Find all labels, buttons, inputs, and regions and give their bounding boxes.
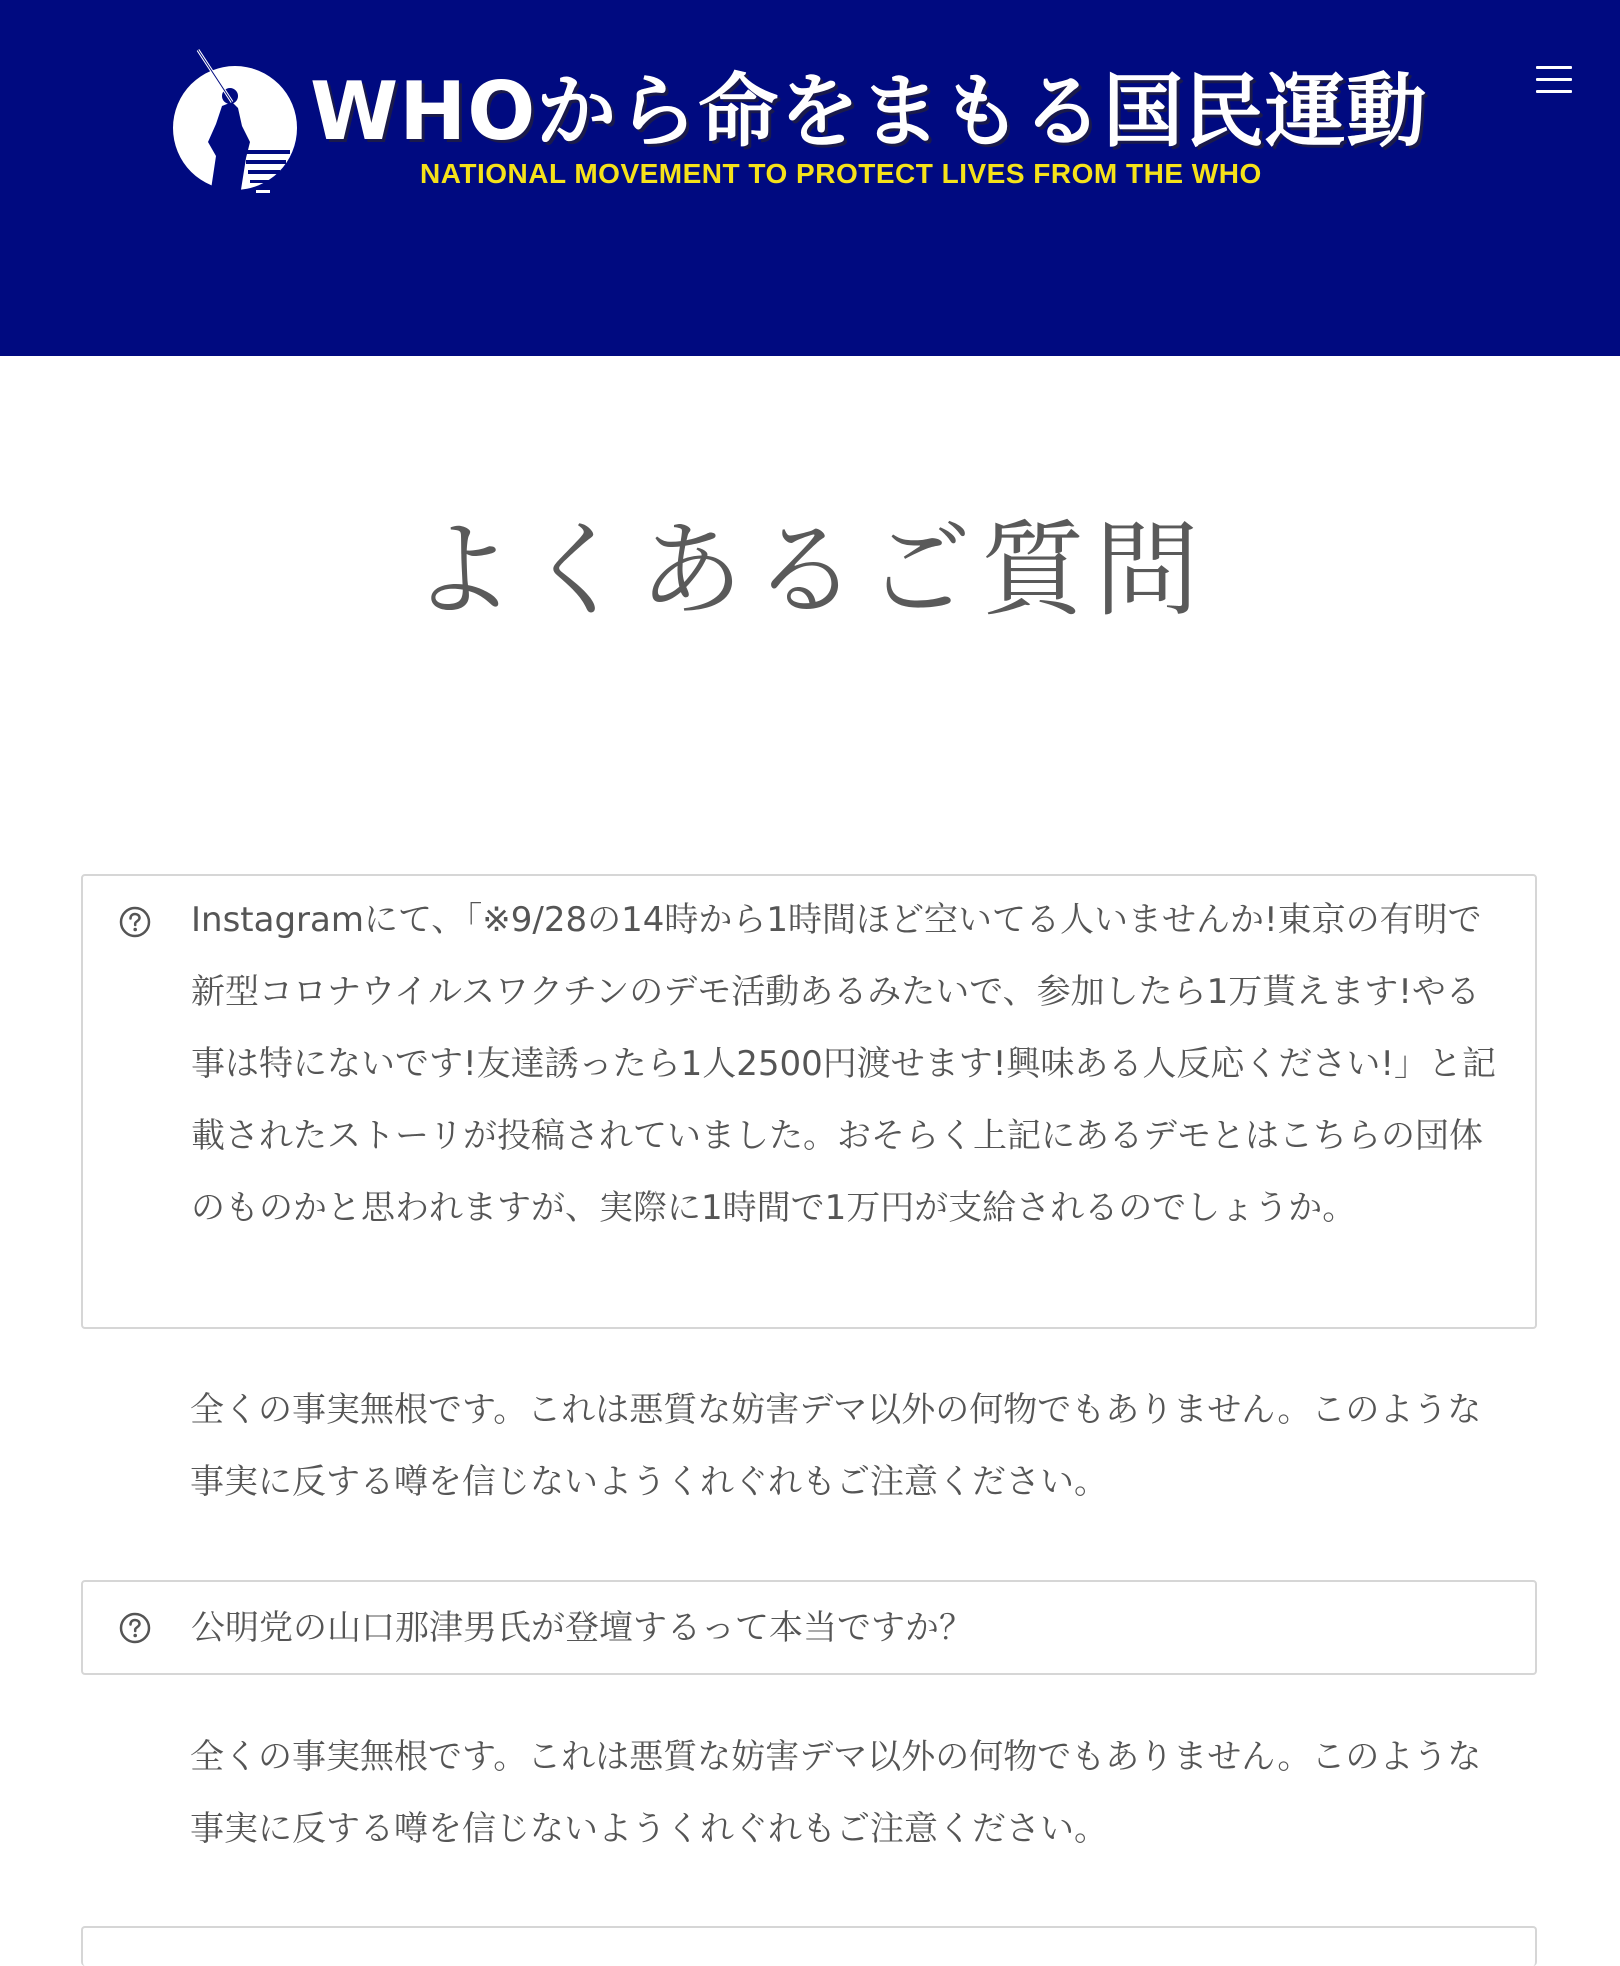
- logo-title: WHOから命をまもる国民運動: [310, 65, 1428, 158]
- faq-question-text: Instagramにて、「※9/28の14時から1時間ほど空いてる人いませんか!東京の有明で新型コロナウイルスワクチンのデモ活動あるみたいで、参加したら1万貰えます!やる事は特にないです!友達誘ったら1人2500円渡せます!興味ある人反応ください!」と記載されたストーリが投稿されていました。おそらく上記にあるデモとはこちらの団体のものかと思われますが、実際に1時間で1万円が支給されるのでしょうか。: [191, 900, 1497, 1228]
- samurai-moon-logo-icon: [160, 46, 300, 196]
- faq-question-2[interactable]: [81, 1580, 1537, 1675]
- question-circle-icon: [119, 906, 151, 938]
- question-circle-icon: [119, 1612, 151, 1644]
- faq-answer-1: 全くの事実無根です。これは悪質な妨害デマ以外の何物でもありません。このような事実に反する噂を信じないようくれぐれもご注意ください。: [190, 1390, 1482, 1502]
- faq-question-3[interactable]: [81, 1926, 1537, 1966]
- logo-subtitle: NATIONAL MOVEMENT TO PROTECT LIVES FROM THE WHO: [420, 158, 1262, 189]
- faq-question-1[interactable]: [81, 874, 1537, 1329]
- hamburger-menu-icon[interactable]: [1530, 60, 1578, 100]
- faq-question-text: 公明党の山口那津男氏が登壇するって本当ですか？: [191, 1608, 973, 1648]
- page-title: よくあるご質問: [410, 509, 1209, 631]
- faq-answer-2: 全くの事実無根です。これは悪質な妨害デマ以外の何物でもありません。このような事実に反する噂を信じないようくれぐれもご注意ください。: [190, 1737, 1482, 1849]
- site-header: [0, 0, 1620, 356]
- site-logo[interactable]: [160, 46, 1428, 206]
